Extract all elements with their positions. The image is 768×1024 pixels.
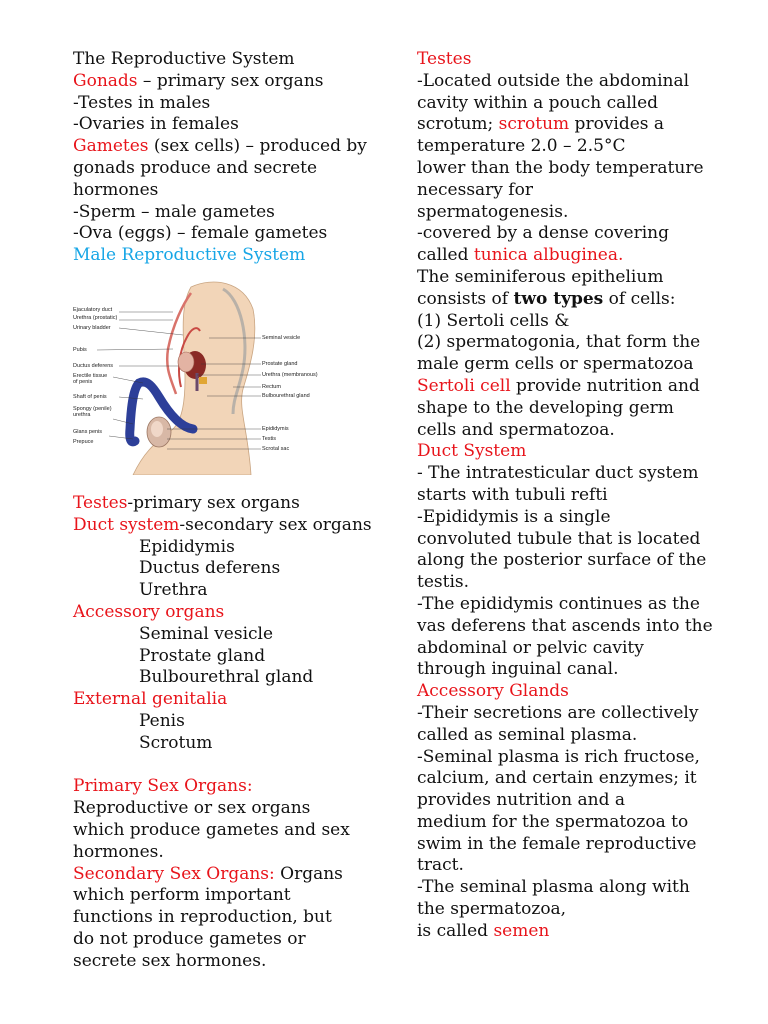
duct-system-term: Duct system [73, 514, 180, 535]
two-types-bold: two types [513, 288, 604, 309]
semen-term: semen [493, 920, 550, 941]
glands-text: calcium, and certain enzymes; it [417, 768, 697, 789]
testes-heading: Testes [417, 49, 472, 69]
gametes-line-3: hormones [73, 179, 159, 200]
testis-inner-shape [151, 421, 163, 437]
sertoli-term: Sertoli cell [417, 375, 511, 396]
scrotum-term: scrotum [498, 114, 570, 135]
sperm-line: -Sperm – male gametes [73, 201, 275, 222]
testes-text: -covered by a dense covering [417, 223, 669, 244]
label-pubis: Pubis [73, 346, 87, 353]
label-of-penis: of penis [73, 378, 93, 385]
duct-text: vas deferens that ascends into the [417, 615, 713, 636]
secondary-sex-organs-line: Secondary Sex Organs: Organs [73, 863, 343, 884]
gonads-line: Gonads – primary sex organs [73, 70, 324, 91]
bladder-shape [178, 352, 194, 372]
testes-text: called tunica albuginea. [417, 245, 624, 266]
left-column [73, 49, 393, 973]
gametes-line-2: gonads produce and secrete [73, 157, 318, 178]
secondary-line: which perform important [73, 885, 291, 906]
tunica-albuginea-term: tunica albuginea. [473, 245, 624, 266]
list-item: Penis [139, 710, 185, 731]
glands-text: swim in the female reproductive [417, 833, 697, 854]
duct-text: -The epididymis continues as the [417, 593, 700, 614]
gonads-term: Gonads [73, 70, 138, 91]
duct-text: testis. [417, 572, 470, 593]
accessory-organs-term: Accessory organs [73, 601, 225, 622]
list-item: Scrotum [139, 732, 213, 753]
primary-line: Reproductive or sex organs [73, 798, 311, 819]
label-spongy-urethra: Spongy (penile) [73, 405, 112, 412]
primary-sex-organs-heading: Primary Sex Organs: [73, 776, 253, 797]
duct-text: convoluted tubule that is located [417, 528, 701, 549]
label-testis: Testis [262, 435, 277, 442]
document-title: The Reproductive System [73, 49, 295, 69]
bulbourethral-shape [199, 377, 207, 384]
testes-text: necessary for [417, 179, 533, 200]
testes-text: scrotum; scrotum provides a [417, 114, 665, 135]
label-erectile-tissue: Erectile tissue [73, 372, 108, 379]
epithelium-text: (2) spermatogonia, that form the [417, 332, 701, 353]
duct-text: - The intratesticular duct system [417, 463, 699, 484]
label-bulbourethral-gland: Bulbourethral gland [262, 392, 310, 399]
label-prepuce: Prepuce [73, 438, 94, 445]
gametes-line: Gametes (sex cells) – produced by [73, 136, 367, 157]
spacer [73, 755, 393, 777]
testes-text: temperature 2.0 – 2.5°C [417, 136, 626, 157]
label-glans-penis: Glans penis [73, 428, 103, 435]
testes-males-line: -Testes in males [73, 92, 211, 113]
secondary-line: functions in reproduction, but [73, 907, 332, 928]
duct-text: starts with tubuli refti [417, 484, 608, 505]
duct-text: through inguinal canal. [417, 659, 619, 680]
testes-text: lower than the body temperature [417, 157, 704, 178]
ovaries-females-line: -Ovaries in females [73, 114, 239, 135]
label-rectum: Rectum [262, 383, 281, 390]
glands-text: -The seminal plasma along with [417, 877, 690, 898]
right-column [417, 49, 747, 943]
accessory-glands-heading: Accessory Glands [417, 681, 569, 702]
semen-line: is called semen [417, 920, 550, 941]
list-item: Urethra [139, 580, 208, 601]
primary-line: hormones. [73, 841, 164, 862]
duct-system-line: Duct system-secondary sex organs [73, 514, 372, 535]
label-urethra-membranous: Urethra (membranous) [262, 371, 318, 378]
label-ejaculatory-duct: Ejaculatory duct [73, 306, 113, 313]
duct-system-heading: Duct System [417, 441, 527, 462]
list-item: Epididymis [139, 536, 235, 557]
testes-line: Testes-primary sex organs [73, 492, 300, 513]
duct-text: along the posterior surface of the [417, 550, 707, 571]
secondary-line: do not produce gametes or [73, 928, 306, 949]
testes-text: -Located outside the abdominal [417, 70, 690, 91]
epithelium-text: (1) Sertoli cells & [417, 310, 570, 331]
label-ductus-deferens: Ductus deferens [73, 362, 114, 369]
label-prostate-gland: Prostate gland [262, 360, 298, 367]
label-shaft-of-penis: Shaft of penis [73, 393, 107, 400]
glands-text: tract. [417, 855, 464, 876]
secondary-sex-organs-heading: Secondary Sex Organs: [73, 863, 275, 884]
testes-text: spermatogenesis. [417, 201, 569, 222]
label-epididymis: Epididymis [262, 425, 289, 432]
male-reproductive-diagram [73, 279, 318, 475]
list-item: Bulbourethral gland [139, 667, 314, 688]
sertoli-text: Sertoli cell provide nutrition and [417, 375, 700, 396]
secondary-line: secrete sex hormones. [73, 950, 267, 971]
label-scrotal-sac: Scrotal sac [262, 445, 290, 452]
label-urethra: urethra [73, 411, 91, 418]
label-seminal-vesicle: Seminal vesicle [262, 334, 301, 341]
testes-term: Testes [73, 492, 128, 513]
glands-text: the spermatozoa, [417, 899, 567, 920]
testes-text: cavity within a pouch called [417, 92, 659, 113]
label-urinary-bladder: Urinary bladder [73, 324, 111, 331]
list-item: Ductus deferens [139, 558, 281, 579]
glands-text: provides nutrition and a [417, 790, 626, 811]
external-genitalia-term: External genitalia [73, 689, 228, 710]
epithelium-text: The seminiferous epithelium [417, 266, 664, 287]
glands-text: medium for the spermatozoa to [417, 811, 689, 832]
label-urethra-prostatic: Urethra (prostatic) [73, 314, 118, 321]
glands-text: -Seminal plasma is rich fructose, [417, 746, 700, 767]
gametes-term: Gametes [73, 136, 149, 157]
epithelium-text: male germ cells or spermatozoa [417, 354, 694, 375]
list-item: Seminal vesicle [139, 623, 274, 644]
primary-line: which produce gametes and sex [73, 819, 350, 840]
duct-text: -Epididymis is a single [417, 506, 611, 527]
list-item: Prostate gland [139, 645, 266, 666]
sertoli-text: shape to the developing germ [417, 397, 674, 418]
glands-text: -Their secretions are collectively [417, 702, 699, 723]
male-system-heading: Male Reproductive System [73, 245, 306, 266]
ova-line: -Ova (eggs) – female gametes [73, 223, 328, 244]
sertoli-text: cells and spermatozoa. [417, 419, 615, 440]
glands-text: called as seminal plasma. [417, 724, 638, 745]
epithelium-text: consists of two types of cells: [417, 288, 676, 309]
duct-text: abdominal or pelvic cavity [417, 637, 644, 658]
